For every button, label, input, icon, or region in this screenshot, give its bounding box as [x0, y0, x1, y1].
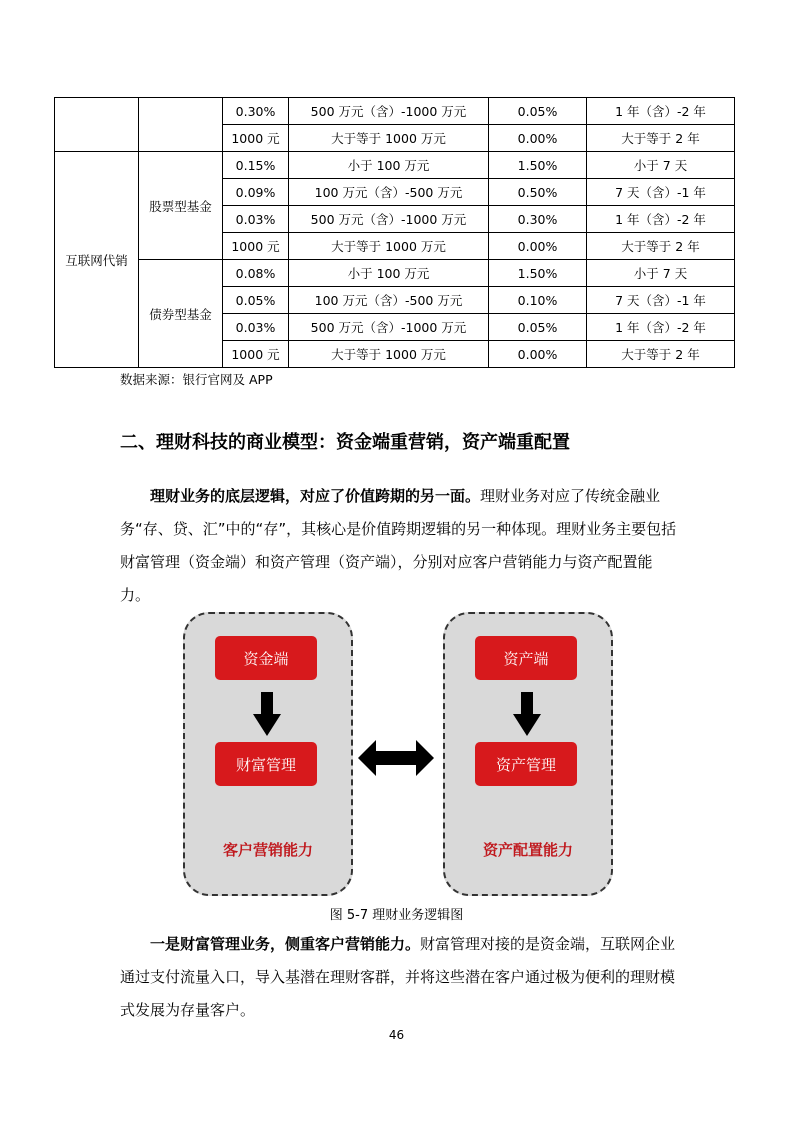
- customer-marketing-label: 客户营销能力: [222, 841, 313, 859]
- down-arrow-icon: [253, 692, 281, 736]
- paragraph-1-body: 理财业务对应了传统金融业务“存、贷、汇”中的“存”，其核心是价值跨期逻辑的另一种体现。理财业务主要包括财富管理（资金端）和资产管理（资产端），分别对应客户营销能力与资产配置能力。: [120, 487, 677, 604]
- table-row: 0.09% 100 万元（含）-500 万元 0.50% 7 天（含）-1 年: [55, 179, 735, 206]
- paragraph-1: [120, 480, 680, 612]
- bond-fund-label: 债券型基金: [139, 260, 223, 368]
- capital-side-box: 资金端: [215, 636, 317, 680]
- data-source-note: 数据来源：银行官网及 APP: [120, 372, 273, 387]
- customer-marketing-panel: [183, 612, 353, 896]
- table-row: 0.05% 100 万元（含）-500 万元 0.10% 7 天（含）-1 年: [55, 287, 735, 314]
- figure-caption: 图 5-7 理财业务逻辑图: [329, 908, 464, 923]
- table-row: 1000 元 大于等于 1000 万元 0.00% 大于等于 2 年: [55, 233, 735, 260]
- paragraph-2: [120, 928, 680, 1027]
- stock-fund-label: 股票型基金: [139, 152, 223, 260]
- fee-table: [54, 97, 735, 368]
- table-row: 互联网代销 股票型基金 0.15% 小于 100 万元 1.50% 小于 7 天: [55, 152, 735, 179]
- paragraph-2-body: 财富管理对接的是资金端，互联网企业通过支付流量入口，导入基潜在理财客群，并将这些潜在客户通过极为便利的理财模式发展为存量客户。: [120, 935, 676, 1019]
- paragraph-1-lead: 理财业务的底层逻辑，对应了价值跨期的另一面。: [150, 487, 481, 505]
- paragraph-2-lead: 一是财富管理业务，侧重客户营销能力。: [150, 935, 421, 953]
- wealth-management-box: 财富管理: [215, 742, 317, 786]
- table-row: 0.03% 500 万元（含）-1000 万元 0.05% 1 年（含）-2 年: [55, 314, 735, 341]
- double-arrow-icon: [358, 740, 434, 776]
- table-row: 1000 元 大于等于 1000 万元 0.00% 大于等于 2 年: [55, 125, 735, 152]
- down-arrow-icon: [513, 692, 541, 736]
- asset-allocation-panel: [443, 612, 613, 896]
- group-label: 互联网代销: [55, 152, 139, 368]
- asset-allocation-label: 资产配置能力: [482, 841, 573, 859]
- table-row: 0.30% 500 万元（含）-1000 万元 0.05% 1 年（含）-2 年: [55, 98, 735, 125]
- table-row: 0.03% 500 万元（含）-1000 万元 0.30% 1 年（含）-2 年: [55, 206, 735, 233]
- asset-management-box: 资产管理: [475, 742, 577, 786]
- asset-side-box: 资产端: [475, 636, 577, 680]
- table-row: 债券型基金 0.08% 小于 100 万元 1.50% 小于 7 天: [55, 260, 735, 287]
- page-number: 46: [388, 1028, 405, 1042]
- section-title: 二、理财科技的商业模型：资金端重营销，资产端重配置: [120, 432, 570, 453]
- table-row: 1000 元 大于等于 1000 万元 0.00% 大于等于 2 年: [55, 341, 735, 368]
